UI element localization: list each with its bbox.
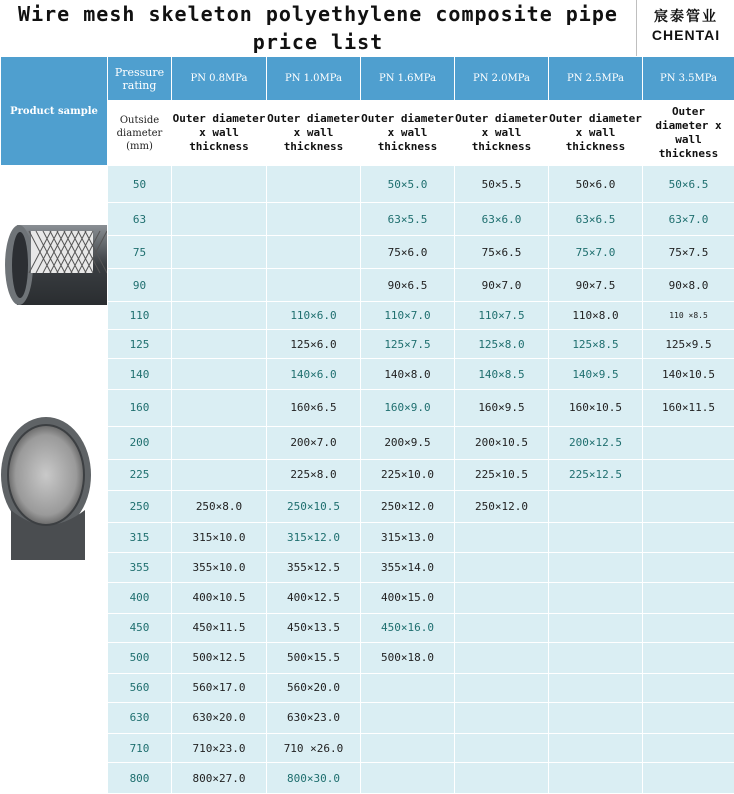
spec-cell	[455, 553, 549, 583]
table-row	[1, 522, 734, 553]
spec-cell: 200×12.5	[549, 426, 643, 459]
pn-header: PN 2.0MPa	[455, 57, 549, 101]
spec-cell: 140×8.5	[455, 359, 549, 390]
spec-cell: 90×7.5	[549, 269, 643, 302]
outside-diameter-cell: 63	[108, 203, 172, 236]
spec-cell	[455, 733, 549, 763]
pipe-sample-image-end	[1, 390, 108, 794]
spec-cell	[267, 166, 361, 203]
table-row	[1, 459, 734, 491]
spec-cell: 450×11.5	[172, 613, 267, 643]
spec-cell	[643, 459, 734, 491]
spec-cell	[643, 643, 734, 674]
outside-diameter-cell: 90	[108, 269, 172, 302]
spec-cell	[549, 763, 643, 794]
spec-cell: 400×12.5	[267, 582, 361, 613]
spec-cell: 50×5.0	[361, 166, 455, 203]
outside-diameter-cell: 560	[108, 673, 172, 703]
spec-cell	[455, 643, 549, 674]
spec-cell: 200×9.5	[361, 426, 455, 459]
spec-cell: 63×7.0	[643, 203, 734, 236]
table-row	[1, 203, 734, 236]
spec-cell: 400×10.5	[172, 582, 267, 613]
spec-cell: 90×7.0	[455, 269, 549, 302]
column-subheader: Outer diameter x wall thickness	[455, 101, 549, 166]
spec-cell	[172, 330, 267, 359]
spec-cell	[643, 582, 734, 613]
spec-cell	[172, 269, 267, 302]
spec-cell: 710×23.0	[172, 733, 267, 763]
spec-cell: 500×12.5	[172, 643, 267, 674]
outside-diameter-cell: 200	[108, 426, 172, 459]
spec-cell: 630×23.0	[267, 703, 361, 734]
spec-cell: 75×7.0	[549, 236, 643, 269]
spec-cell: 160×11.5	[643, 390, 734, 427]
table-row	[1, 330, 734, 359]
spec-cell	[643, 491, 734, 523]
column-subheader: Outer diameter x wall thickness	[549, 101, 643, 166]
spec-cell	[267, 236, 361, 269]
outside-diameter-cell: 710	[108, 733, 172, 763]
spec-cell: 200×7.0	[267, 426, 361, 459]
outside-diameter-cell: 125	[108, 330, 172, 359]
table-row	[1, 236, 734, 269]
column-subheader: Outer diameter x wall thickness	[361, 101, 455, 166]
spec-cell	[172, 166, 267, 203]
spec-cell: 800×30.0	[267, 763, 361, 794]
pressure-rating-header: Pressure rating	[108, 57, 172, 101]
spec-cell: 315×13.0	[361, 522, 455, 553]
table-row	[1, 582, 734, 613]
pipe-sample-image-mesh	[1, 166, 108, 390]
spec-cell	[643, 522, 734, 553]
spec-cell	[549, 733, 643, 763]
product-sample-header: Product sample	[1, 57, 108, 166]
outside-diameter-cell: 75	[108, 236, 172, 269]
outside-diameter-cell: 225	[108, 459, 172, 491]
outside-diameter-cell: 500	[108, 643, 172, 674]
table-row	[1, 643, 734, 674]
spec-cell	[361, 763, 455, 794]
spec-cell: 500×15.5	[267, 643, 361, 674]
spec-cell	[643, 673, 734, 703]
spec-cell	[455, 582, 549, 613]
table-row	[1, 553, 734, 583]
spec-cell	[361, 673, 455, 703]
pn-header: PN 1.6MPa	[361, 57, 455, 101]
spec-cell	[549, 582, 643, 613]
spec-cell: 500×18.0	[361, 643, 455, 674]
spec-cell	[455, 763, 549, 794]
table-row	[1, 613, 734, 643]
spec-cell: 140×10.5	[643, 359, 734, 390]
spec-cell	[549, 703, 643, 734]
column-subheader: Outer diameter x wall thickness	[643, 101, 734, 166]
table-row	[1, 763, 734, 794]
spec-cell: 90×6.5	[361, 269, 455, 302]
spec-cell: 63×6.0	[455, 203, 549, 236]
table-row	[1, 166, 734, 203]
spec-cell	[549, 673, 643, 703]
spec-cell: 250×12.0	[455, 491, 549, 523]
table-row	[1, 390, 734, 427]
spec-cell: 315×10.0	[172, 522, 267, 553]
spec-cell: 710 ×26.0	[267, 733, 361, 763]
outside-diameter-cell: 800	[108, 763, 172, 794]
table-row	[1, 733, 734, 763]
spec-cell: 160×9.5	[455, 390, 549, 427]
spec-cell: 63×6.5	[549, 203, 643, 236]
pn-header: PN 2.5MPa	[549, 57, 643, 101]
spec-cell	[361, 703, 455, 734]
spec-cell	[643, 763, 734, 794]
title-divider	[636, 0, 637, 56]
spec-cell	[172, 390, 267, 427]
spec-cell	[172, 459, 267, 491]
table-row	[1, 703, 734, 734]
outside-diameter-header: Outside diameter (mm)	[108, 101, 172, 166]
outside-diameter-cell: 140	[108, 359, 172, 390]
spec-cell	[267, 203, 361, 236]
spec-cell	[643, 703, 734, 734]
page-title: Wire mesh skeleton polyethylene composite pipe price list	[0, 0, 636, 56]
spec-cell: 800×27.0	[172, 763, 267, 794]
spec-cell: 75×6.5	[455, 236, 549, 269]
spec-cell: 50×5.5	[455, 166, 549, 203]
spec-cell	[549, 553, 643, 583]
spec-cell	[172, 203, 267, 236]
spec-cell: 125×6.0	[267, 330, 361, 359]
outside-diameter-cell: 250	[108, 491, 172, 523]
spec-cell: 225×8.0	[267, 459, 361, 491]
spec-cell	[172, 236, 267, 269]
outside-diameter-cell: 315	[108, 522, 172, 553]
spec-cell: 90×8.0	[643, 269, 734, 302]
spec-cell	[455, 703, 549, 734]
spec-cell: 315×12.0	[267, 522, 361, 553]
logo-chinese-text: 宸泰管业	[640, 8, 732, 26]
spec-cell: 63×5.5	[361, 203, 455, 236]
column-subheader: Outer diameter x wall thickness	[172, 101, 267, 166]
spec-cell: 630×20.0	[172, 703, 267, 734]
spec-cell: 125×8.0	[455, 330, 549, 359]
spec-cell: 355×14.0	[361, 553, 455, 583]
spec-cell: 160×9.0	[361, 390, 455, 427]
spec-cell	[549, 643, 643, 674]
spec-cell: 140×6.0	[267, 359, 361, 390]
spec-cell	[549, 613, 643, 643]
table-row	[1, 269, 734, 302]
spec-cell	[643, 733, 734, 763]
table-row	[1, 673, 734, 703]
spec-cell: 250×8.0	[172, 491, 267, 523]
pn-header: PN 1.0MPa	[267, 57, 361, 101]
outside-diameter-cell: 630	[108, 703, 172, 734]
spec-cell: 450×13.5	[267, 613, 361, 643]
outside-diameter-cell: 450	[108, 613, 172, 643]
spec-cell: 355×10.0	[172, 553, 267, 583]
spec-cell: 225×10.0	[361, 459, 455, 491]
spec-cell: 140×9.5	[549, 359, 643, 390]
spec-cell	[643, 613, 734, 643]
spec-cell: 75×6.0	[361, 236, 455, 269]
spec-cell: 355×12.5	[267, 553, 361, 583]
spec-cell: 110×6.0	[267, 302, 361, 330]
spec-cell: 110×7.5	[455, 302, 549, 330]
spec-cell: 125×7.5	[361, 330, 455, 359]
spec-cell	[172, 426, 267, 459]
spec-cell	[172, 302, 267, 330]
spec-cell	[455, 613, 549, 643]
spec-cell	[455, 673, 549, 703]
spec-cell: 125×9.5	[643, 330, 734, 359]
outside-diameter-cell: 355	[108, 553, 172, 583]
outside-diameter-cell: 110	[108, 302, 172, 330]
table-row	[1, 302, 734, 330]
logo-english-text: CHENTAI	[640, 26, 732, 44]
spec-cell	[267, 269, 361, 302]
spec-cell: 110×8.0	[549, 302, 643, 330]
spec-cell: 200×10.5	[455, 426, 549, 459]
spec-cell: 140×8.0	[361, 359, 455, 390]
price-table	[0, 56, 734, 794]
spec-cell: 110 ×8.5	[643, 302, 734, 330]
outside-diameter-cell: 50	[108, 166, 172, 203]
spec-cell: 50×6.5	[643, 166, 734, 203]
pn-header: PN 3.5MPa	[643, 57, 734, 101]
spec-cell: 560×17.0	[172, 673, 267, 703]
spec-cell: 225×10.5	[455, 459, 549, 491]
table-row	[1, 426, 734, 459]
spec-cell: 110×7.0	[361, 302, 455, 330]
table-row	[1, 491, 734, 523]
spec-cell	[455, 522, 549, 553]
spec-cell: 50×6.0	[549, 166, 643, 203]
outside-diameter-cell: 160	[108, 390, 172, 427]
spec-cell: 225×12.5	[549, 459, 643, 491]
spec-cell: 400×15.0	[361, 582, 455, 613]
spec-cell: 125×8.5	[549, 330, 643, 359]
spec-cell: 250×10.5	[267, 491, 361, 523]
outside-diameter-cell: 400	[108, 582, 172, 613]
spec-cell	[172, 359, 267, 390]
column-subheader: Outer diameter x wall thickness	[267, 101, 361, 166]
spec-cell	[549, 491, 643, 523]
spec-cell	[549, 522, 643, 553]
spec-cell: 160×10.5	[549, 390, 643, 427]
company-logo	[640, 8, 732, 52]
table-row	[1, 359, 734, 390]
pn-header: PN 0.8MPa	[172, 57, 267, 101]
spec-cell	[643, 553, 734, 583]
spec-cell	[361, 733, 455, 763]
spec-cell: 160×6.5	[267, 390, 361, 427]
spec-cell: 75×7.5	[643, 236, 734, 269]
spec-cell: 250×12.0	[361, 491, 455, 523]
spec-cell: 450×16.0	[361, 613, 455, 643]
spec-cell: 560×20.0	[267, 673, 361, 703]
spec-cell	[643, 426, 734, 459]
